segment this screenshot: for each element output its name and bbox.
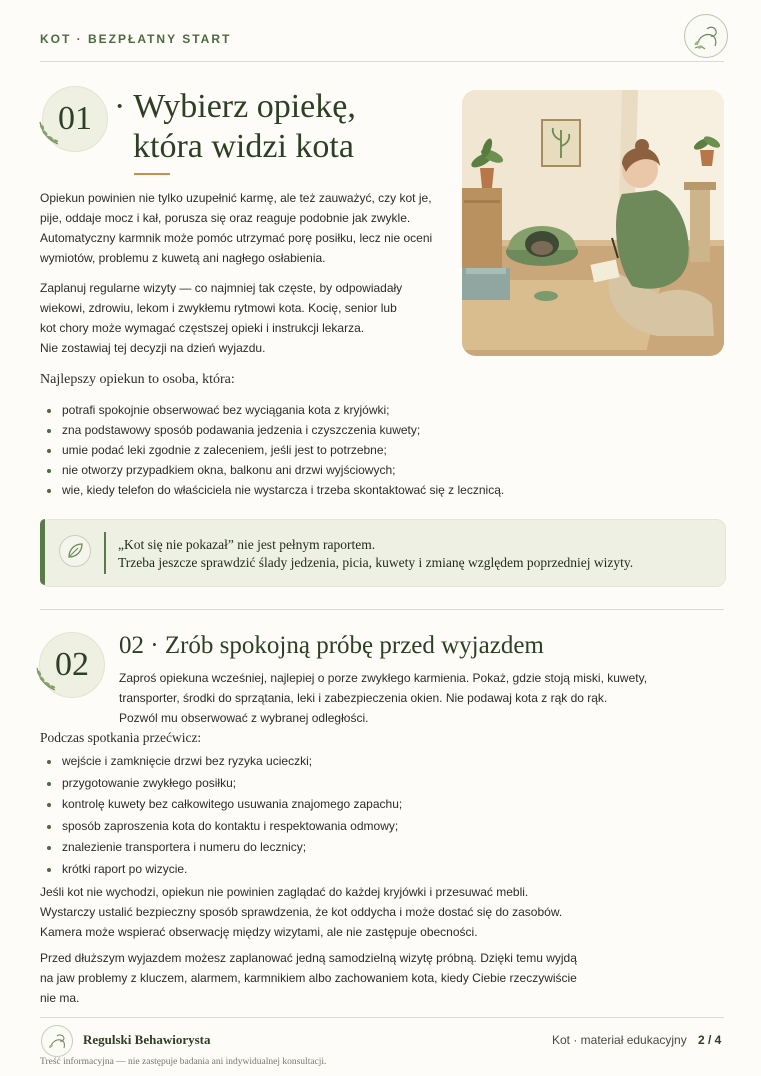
- list-item: umie podać leki zgodnie z zaleceniem, jeśli jest to potrzebne;: [44, 440, 504, 460]
- section2-intro: [119, 668, 724, 728]
- list-item: znalezienie transportera i numeru do lecznicy;: [44, 837, 402, 859]
- text-line: kot chory może wymagać częstszej opieki i instrukcji lekarza.: [40, 321, 365, 335]
- list-item: nie otworzy przypadkiem okna, balkonu ani drzwi wyjściowych;: [44, 460, 504, 480]
- cat-sitter-illustration: [462, 90, 724, 356]
- section2-paragraph-3: [40, 882, 724, 942]
- section2-list-heading: Podczas spotkania przećwicz:: [40, 730, 202, 745]
- list-item: wejście i zamknięcie drzwi bez ryzyka ucieczki;: [44, 751, 402, 773]
- brand-logo-icon: [41, 1025, 73, 1057]
- footer-document-label: Kot · materiał edukacyjny: [552, 1033, 687, 1047]
- title-accent-line: [134, 173, 170, 175]
- section1-title-line1: · Wybierz opiekę,: [114, 88, 356, 125]
- page-number: 2 / 4: [698, 1033, 722, 1047]
- footer-brand-name: Regulski Behawiorysta: [83, 1032, 211, 1047]
- section-divider: [40, 609, 724, 610]
- text-line: Przed dłuższym wyjazdem możesz zaplanować jedną samodzielną wizytę próbną. Dzięki temu wyjdą: [40, 951, 577, 965]
- list-item: krótki raport po wizycie.: [44, 859, 402, 881]
- section1-title-line2: która widzi kota: [133, 128, 354, 165]
- text-line: Zaplanuj regularne wizyty — co najmniej tak częste, by odpowiadały: [40, 281, 403, 295]
- section-number-badge: 01: [42, 86, 108, 152]
- list-item: przygotowanie zwykłego posiłku;: [44, 773, 402, 795]
- text-line: Opiekun powinien nie tylko uzupełnić karmę, ale też zauważyć, czy kot je,: [40, 191, 432, 205]
- text-line: nie ma.: [40, 991, 80, 1005]
- list-item: potrafi spokojnie obserwować bez wyciągania kota z kryjówki;: [44, 400, 504, 420]
- list-item: zna podstawowy sposób podawania jedzenia i czyszczenia kuwety;: [44, 420, 504, 440]
- section1-paragraph-1: [40, 188, 450, 268]
- text-line: Nie zostawiaj tej decyzji na dzień wyjazdu.: [40, 341, 266, 355]
- section1-paragraph-2: [40, 278, 450, 358]
- callout-text: [118, 536, 633, 572]
- brand-logo-icon: [684, 14, 728, 58]
- text-line: pije, oddaje mocz i kał, porusza się oraz reaguje podobnie jak zwykle.: [40, 211, 411, 225]
- section-number-badge: 02: [39, 632, 105, 698]
- header-divider: [40, 61, 724, 62]
- text-line: Wystarczy ustalić bezpieczny sposób sprawdzenia, że kot oddycha i może dostać się do zasobów.: [40, 905, 563, 919]
- laurel-icon: [33, 664, 63, 694]
- section2-bullet-list: [44, 751, 402, 880]
- list-item: kontrolę kuwety bez całkowitego usuwania znajomego zapachu;: [44, 794, 402, 816]
- footer-disclaimer: Treść informacyjna — nie zastępuje badania ani indywidualnej konsultacji.: [40, 1057, 327, 1067]
- footer-divider: [40, 1017, 724, 1018]
- list-item: wie, kiedy telefon do właściciela nie wystarcza i trzeba skontaktować się z lecznicą.: [44, 480, 504, 500]
- section2-title: 02 · Zrób spokojną próbę przed wyjazdem: [119, 632, 544, 659]
- text-line: Kamera może wspierać obserwację między wizytami, ale nie zastępuje obecności.: [40, 925, 478, 939]
- text-line: Jeśli kot nie wychodzi, opiekun nie powinien zaglądać do każdej kryjówki i przesuwać mebli.: [40, 885, 529, 899]
- section1-list-heading: Najlepszy opiekun to osoba, która:: [40, 372, 235, 387]
- section2-paragraph-4: [40, 948, 724, 1008]
- text-line: wymiotów, problemu z kuwetą ani nagłego osłabienia.: [40, 251, 326, 265]
- text-line: Pozwól mu obserwować z wybranej odległości.: [119, 711, 369, 725]
- callout-separator: [104, 532, 106, 574]
- callout-line-2: Trzeba jeszcze sprawdzić ślady jedzenia, picia, kuwety i zmianę względem poprzedniej wizyty.: [118, 555, 634, 570]
- section1-title: [114, 87, 356, 167]
- text-line: Automatyczny karmnik może pomóc utrzymać porę posiłku, lecz nie oceni: [40, 231, 433, 245]
- list-item: sposób zaproszenia kota do kontaktu i respektowania odmowy;: [44, 816, 402, 838]
- header-label: KOT · BEZPŁATNY START: [40, 32, 232, 46]
- laurel-icon: [36, 118, 66, 148]
- section1-bullet-list: [44, 400, 504, 500]
- leaf-icon: [59, 535, 91, 567]
- text-line: transporter, środki do sprzątania, leki i zabezpieczenia okien. Nie podawaj kota z rąk do rąk.: [119, 691, 608, 705]
- callout-line-1: „Kot się nie pokazał” nie jest pełnym raportem.: [118, 537, 376, 552]
- text-line: Zaproś opiekuna wcześniej, najlepiej o porze zwykłego karmienia. Pokaż, gdzie stoją miski, kuwety,: [119, 671, 648, 685]
- callout-accent-bar: [40, 519, 45, 585]
- text-line: na jaw problemy z kluczem, alarmem, karmnikiem albo zachowaniem kota, kiedy Ciebie rzeczywiście: [40, 971, 577, 985]
- text-line: wiekowi, zdrowiu, lekom i zwykłemu rytmowi kota. Kocię, senior lub: [40, 301, 397, 315]
